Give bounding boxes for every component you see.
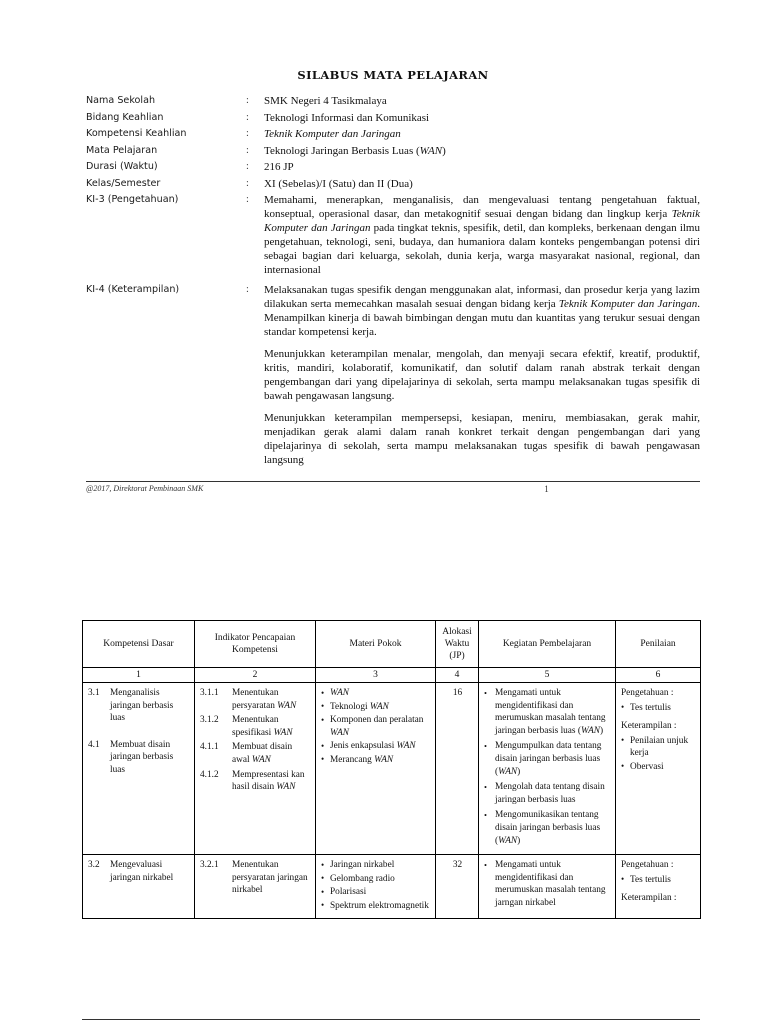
kd-code: 4.1 bbox=[88, 739, 100, 750]
ki3-body bbox=[264, 193, 700, 277]
indikator-text: Menentukan persyaratan jaringan nirkabel bbox=[232, 860, 308, 896]
table-number-row bbox=[83, 668, 701, 683]
cell-penilaian bbox=[616, 683, 701, 855]
kegiatan-list bbox=[484, 859, 611, 909]
indikator-code: 3.2.1 bbox=[200, 860, 219, 871]
list-item: • Mengolah data tentang disain jaringan berbasis luas bbox=[484, 781, 611, 806]
ki3-label: KI-3 (Pengetahuan) bbox=[86, 194, 179, 205]
indikator-entry bbox=[200, 741, 311, 766]
kd-entry bbox=[88, 687, 190, 725]
meta-label: Nama Sekolah bbox=[86, 95, 156, 106]
meta-label: Mata Pelajaran bbox=[86, 144, 158, 156]
meta-row-ki4 bbox=[86, 283, 700, 467]
page-title: SILABUS MATA PELAJARAN bbox=[297, 68, 489, 82]
meta-value: XI (Sebelas)/I (Satu) dan II (Dua) bbox=[264, 177, 413, 190]
indikator-entry bbox=[200, 714, 311, 739]
kd-text: Mengevaluasi jaringan nirkabel bbox=[110, 860, 174, 883]
list-item: • Komponen dan peralatan WAN bbox=[321, 714, 431, 739]
penilaian-group-keterampilan bbox=[621, 720, 696, 773]
syllabus-table bbox=[82, 620, 701, 919]
penilaian-heading: Pengetahuan : bbox=[621, 860, 674, 871]
indikator-text: Menentukan persyaratan WAN bbox=[232, 688, 297, 711]
kd-code: 3.2 bbox=[88, 860, 100, 871]
cell-kompetensi-dasar bbox=[83, 683, 195, 855]
meta-value: Teknologi Jaringan Berbasis Luas (WAN) bbox=[264, 144, 446, 157]
penilaian-group-keterampilan bbox=[621, 892, 696, 905]
page-bottom-rule bbox=[82, 1019, 700, 1020]
penilaian-group-pengetahuan bbox=[621, 687, 696, 714]
indikator-code: 4.1.2 bbox=[200, 769, 219, 780]
indikator-code: 3.1.1 bbox=[200, 688, 219, 698]
cell-penilaian bbox=[616, 855, 701, 918]
meta-row-kompetensi-keahlian bbox=[86, 127, 700, 141]
penilaian-list bbox=[621, 874, 696, 887]
col-number: 5 bbox=[479, 668, 616, 683]
meta-label: Durasi (Waktu) bbox=[86, 161, 158, 172]
col-number: 1 bbox=[83, 668, 195, 683]
list-item: • WAN bbox=[321, 687, 431, 700]
meta-value: 216 JP bbox=[264, 161, 294, 173]
meta-separator: : bbox=[246, 95, 249, 106]
meta-row-ki3 bbox=[86, 193, 700, 277]
cell-indikator bbox=[195, 683, 316, 855]
footer-page-number: 1 bbox=[544, 484, 549, 494]
penilaian-list bbox=[621, 735, 696, 774]
indikator-entry bbox=[200, 687, 311, 712]
penilaian-list bbox=[621, 702, 696, 715]
col-number: 6 bbox=[616, 668, 701, 683]
indikator-text: Membuat disain awal WAN bbox=[232, 742, 293, 765]
indikator-code: 3.1.2 bbox=[200, 715, 219, 726]
col-header-penilaian: Penilaian bbox=[616, 621, 701, 668]
meta-row-nama-sekolah bbox=[86, 94, 700, 108]
meta-separator: : bbox=[246, 144, 249, 156]
col-number: 2 bbox=[195, 668, 316, 683]
footer-copyright: @2017, Direktorat Pembinaan SMK bbox=[86, 484, 204, 493]
ki4-paragraph: Menunjukkan keterampilan mempersepsi, kesiapan, meniru, membiasakan, gerak mahir, menjadikan gerak alami dalam ranah konkret terkait dengan pengembangan dari yang dipelajarinya di sekolah, serta mampu melaksanakan tugas spesifik di bawah pengawasan langsung bbox=[264, 412, 700, 466]
cell-materi-pokok bbox=[316, 855, 436, 918]
ki4-paragraph: Melaksanakan tugas spesifik dengan menggunakan alat, informasi, dan prosedur kerja yang lazim dilakukan serta memecahkan masalah sesuai dengan bidang kerja Teknik Komputer dan Jaringan. Menampilkan kinerja di bawah bimbingan dengan mutu dan kuantitas yang terukur sesuai dengan standar kompetensi kerja. bbox=[264, 284, 701, 338]
list-item: • Jaringan nirkabel bbox=[321, 859, 431, 872]
materi-list bbox=[321, 859, 431, 912]
indikator-text: Mempresentasi kan hasil disain WAN bbox=[232, 769, 305, 793]
cell-indikator bbox=[195, 855, 316, 918]
indikator-entry bbox=[200, 769, 311, 794]
list-item: • Teknologi WAN bbox=[321, 701, 431, 714]
list-item: • Penilaian unjuk kerja bbox=[621, 735, 696, 760]
col-header-kegiatan-pembelajaran: Kegiatan Pembelajaran bbox=[479, 621, 616, 668]
list-item: • Merancang WAN bbox=[321, 754, 431, 767]
list-item: • Spektrum elektromagnetik bbox=[321, 900, 431, 913]
cell-kegiatan-pembelajaran bbox=[479, 683, 616, 855]
cell-materi-pokok bbox=[316, 683, 436, 855]
kd-text: Menganalisis jaringan berbasis luas bbox=[110, 688, 174, 724]
list-item: • Tes tertulis bbox=[621, 874, 696, 887]
kd-entry bbox=[88, 739, 190, 777]
list-item: • Obervasi bbox=[621, 761, 696, 774]
list-item: • Mengamati untuk mengidentifikasi dan merumuskan masalah tentang jarngan nirkabel bbox=[484, 859, 611, 909]
penilaian-heading: Pengetahuan : bbox=[621, 688, 674, 698]
meta-row-mata-pelajaran bbox=[86, 144, 700, 158]
list-item: • Mengamati untuk mengidentifikasi dan merumuskan masalah tentang jaringan berbasis luas (WAN) bbox=[484, 687, 611, 737]
col-number: 3 bbox=[316, 668, 436, 683]
penilaian-group-pengetahuan bbox=[621, 859, 696, 886]
ki4-separator: : bbox=[246, 284, 249, 295]
col-header-indikator: Indikator Pencapaian Kompetensi bbox=[195, 621, 316, 668]
page-footer bbox=[86, 481, 700, 494]
cell-kompetensi-dasar bbox=[83, 855, 195, 918]
list-item: • Mengumpulkan data tentang disain jaringan berbasis luas (WAN) bbox=[484, 740, 611, 778]
ki3-separator: : bbox=[246, 194, 249, 205]
kd-text: Membuat disain jaringan berbasis luas bbox=[110, 739, 174, 775]
table-row bbox=[83, 683, 701, 855]
ki4-label: KI-4 (Keterampilan) bbox=[86, 284, 180, 295]
table-header-row bbox=[83, 621, 701, 668]
kd-entry bbox=[88, 859, 190, 884]
col-header-materi-pokok: Materi Pokok bbox=[316, 621, 436, 668]
syllabus-table-wrapper bbox=[82, 620, 700, 919]
list-item: • Mengomunikasikan tentang disain jaringan berbasis luas (WAN) bbox=[484, 809, 611, 847]
document-header-block bbox=[86, 68, 700, 473]
kegiatan-list bbox=[484, 687, 611, 847]
meta-row-bidang-keahlian bbox=[86, 111, 700, 125]
meta-separator: : bbox=[246, 111, 249, 123]
table-row bbox=[83, 855, 701, 918]
ki4-paragraph: Menunjukkan keterampilan menalar, mengolah, dan menyaji secara efektif, kreatif, produktif, kritis, mandiri, kolaboratif, komunikatif, dan solutif dalam ranah abstrak terkait dengan pengembangan dari yang dipelajarinya di sekolah, serta mampu melaksanakan tugas spesifik di bawah pengawasan langsung. bbox=[264, 348, 700, 402]
meta-value: Teknik Komputer dan Jaringan bbox=[264, 128, 401, 140]
list-item: • Jenis enkapsulasi WAN bbox=[321, 740, 431, 753]
kd-code: 3.1 bbox=[88, 688, 100, 698]
meta-separator: : bbox=[246, 128, 249, 139]
indikator-entry bbox=[200, 859, 311, 897]
meta-value: SMK Negeri 4 Tasikmalaya bbox=[264, 95, 387, 107]
cell-alokasi-waktu: 16 bbox=[436, 683, 479, 855]
meta-label: Kompetensi Keahlian bbox=[86, 128, 187, 139]
list-item: • Gelombang radio bbox=[321, 873, 431, 886]
penilaian-heading: Keterampilan : bbox=[621, 721, 677, 732]
list-item: • Tes tertulis bbox=[621, 702, 696, 715]
materi-list bbox=[321, 687, 431, 767]
col-number: 4 bbox=[436, 668, 479, 683]
meta-label: Kelas/Semester bbox=[86, 177, 161, 189]
meta-label: Bidang Keahlian bbox=[86, 111, 164, 123]
indikator-text: Menentukan spesifikasi WAN bbox=[232, 715, 293, 738]
cell-alokasi-waktu: 32 bbox=[436, 855, 479, 918]
ki4-body bbox=[264, 283, 700, 467]
meta-row-kelas-semester bbox=[86, 177, 700, 191]
meta-value: Teknologi Informasi dan Komunikasi bbox=[264, 111, 430, 124]
indikator-code: 4.1.1 bbox=[200, 742, 219, 753]
meta-row-durasi-waktu bbox=[86, 160, 700, 174]
col-header-alokasi-waktu: Alokasi Waktu (JP) bbox=[436, 621, 479, 668]
meta-separator: : bbox=[246, 177, 249, 189]
penilaian-heading: Keterampilan : bbox=[621, 893, 677, 904]
meta-separator: : bbox=[246, 161, 249, 172]
cell-kegiatan-pembelajaran bbox=[479, 855, 616, 918]
ki3-paragraph: Memahami, menerapkan, menganalisis, dan mengevaluasi tentang pengetahuan faktual, konseptual, operasional dasar, dan metakognitif sesuai dengan bidang dan lingkup kerja Teknik Komputer dan Jaringan pada tingkat teknis, spesifik, detil, dan kompleks, berkenaan dengan ilmu pengetahuan, teknologi, seni, budaya, dan humaniora dalam konteks pengembangan potensi diri sebagai bagian dari keluarga, sekolah, dunia kerja, warga masyarakat nasional, regional, dan internasional bbox=[264, 194, 700, 276]
list-item: • Polarisasi bbox=[321, 886, 431, 899]
col-header-kompetensi-dasar: Kompetensi Dasar bbox=[83, 621, 195, 668]
